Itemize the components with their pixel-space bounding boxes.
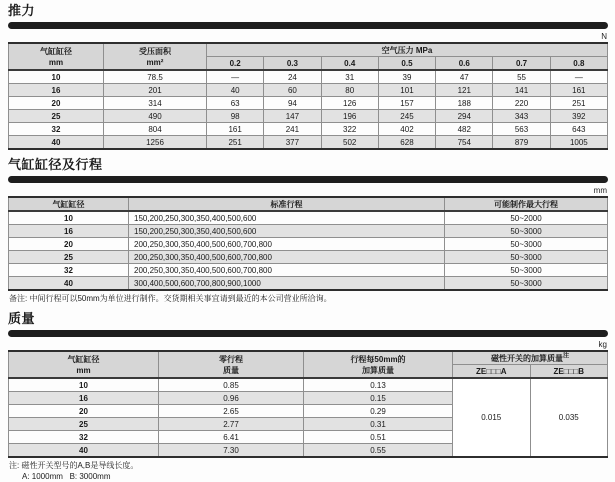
thrust-value-cell: 251 [207, 136, 264, 150]
thrust-value-cell: 47 [436, 70, 493, 84]
thrust-table-header [9, 43, 608, 70]
thrust-value-cell: 63 [207, 97, 264, 110]
thrust-value-cell: 502 [321, 136, 378, 150]
area-header [104, 43, 207, 70]
thrust-value-cell: 126 [321, 97, 378, 110]
thrust-value-cell: 245 [378, 110, 435, 123]
area-cell: 78.5 [104, 70, 207, 84]
thrust-value-cell: — [550, 70, 607, 84]
max-stroke-cell: 50~3000 [445, 251, 608, 264]
bore-header [9, 351, 159, 378]
mass-note-line2: A: 1000mm B: 3000mm [22, 472, 111, 481]
zero-stroke-mass-cell: 2.65 [159, 405, 304, 418]
bore-cell: 10 [9, 70, 104, 84]
bore-cell: 32 [9, 431, 159, 444]
pressure-value-header: 0.7 [493, 57, 550, 71]
table-row [9, 225, 608, 238]
thrust-value-cell: 294 [436, 110, 493, 123]
divider-bar [8, 22, 608, 29]
zero-stroke-mass-cell: 6.41 [159, 431, 304, 444]
thrust-value-cell: — [207, 70, 264, 84]
stroke-note: 备注: 中间行程可以50mm为单位进行制作。交货期相关事宜请到最近的本公司营业所洽询。 [9, 294, 332, 303]
table-row [9, 43, 608, 57]
per-50mm-mass-cell: 0.51 [304, 431, 453, 444]
pressure-value-header: 0.6 [436, 57, 493, 71]
zero-stroke-mass-cell: 0.85 [159, 378, 304, 392]
zero-stroke-mass-cell: 2.77 [159, 418, 304, 431]
table-row [9, 136, 608, 150]
bore-cell: 10 [9, 211, 129, 225]
table-row [9, 238, 608, 251]
max-stroke-cell: 50~3000 [445, 277, 608, 291]
thrust-value-cell: 24 [264, 70, 321, 84]
thrust-value-cell: 563 [493, 123, 550, 136]
bore-cell: 32 [9, 264, 129, 277]
standard-stroke-cell: 300,400,500,600,700,800,900,1000 [129, 277, 445, 291]
thrust-value-cell: 98 [207, 110, 264, 123]
thrust-table [8, 42, 608, 150]
unit-label: kg [598, 340, 607, 349]
table-row [9, 123, 608, 136]
bore-header-label: 气缸缸径 [67, 354, 100, 364]
bore-cell: 32 [9, 123, 104, 136]
area-cell: 314 [104, 97, 207, 110]
thrust-value-cell: 628 [378, 136, 435, 150]
section-thrust [8, 3, 608, 150]
table-row [9, 351, 608, 365]
per-50mm-header-line1: 行程每50mm的 [350, 354, 406, 364]
mass-table [8, 350, 608, 458]
pressure-value-header: 0.2 [207, 57, 264, 71]
thrust-value-cell: 94 [264, 97, 321, 110]
table-row [9, 378, 608, 392]
stroke-table-header [9, 197, 608, 211]
max-stroke-cell: 50~3000 [445, 264, 608, 277]
switch-mass-group-label: 磁性开关的加算质量 [490, 353, 563, 363]
standard-stroke-cell: 150,200,250,300,350,400,500,600 [129, 225, 445, 238]
thrust-value-cell: 121 [436, 84, 493, 97]
thrust-value-cell: 482 [436, 123, 493, 136]
thrust-value-cell: 40 [207, 84, 264, 97]
per-50mm-mass-cell: 0.31 [304, 418, 453, 431]
thrust-value-cell: 251 [550, 97, 607, 110]
thrust-value-cell: 392 [550, 110, 607, 123]
bore-cell: 16 [9, 225, 129, 238]
stroke-table [8, 196, 608, 291]
table-row [9, 211, 608, 225]
standard-stroke-header: 标准行程 [129, 197, 445, 211]
bore-header-unit: mm [76, 365, 91, 375]
bore-header-label: 气缸缸径 [40, 46, 72, 56]
area-header-label: 受压面积 [139, 46, 171, 56]
thrust-value-cell: 402 [378, 123, 435, 136]
pressure-value-header: 0.5 [378, 57, 435, 71]
mass-table-header [9, 351, 608, 378]
thrust-value-cell: 643 [550, 123, 607, 136]
thrust-value-cell: 754 [436, 136, 493, 150]
bore-cell: 10 [9, 378, 159, 392]
thrust-value-cell: 31 [321, 70, 378, 84]
section-title-bore-stroke: 气缸缸径及行程 [8, 157, 103, 172]
thrust-value-cell: 188 [436, 97, 493, 110]
thrust-value-cell: 322 [321, 123, 378, 136]
bore-cell: 20 [9, 97, 104, 110]
area-cell: 490 [104, 110, 207, 123]
bore-cell: 16 [9, 392, 159, 405]
bore-cell: 25 [9, 110, 104, 123]
thrust-value-cell: 1005 [550, 136, 607, 150]
thrust-value-cell: 39 [378, 70, 435, 84]
thrust-value-cell: 141 [493, 84, 550, 97]
bore-cell: 40 [9, 277, 129, 291]
switch-model-a-header: ZE□□□A [453, 365, 531, 379]
bore-header-unit: mm [48, 57, 64, 67]
thrust-value-cell: 147 [264, 110, 321, 123]
per-50mm-mass-cell: 0.29 [304, 405, 453, 418]
thrust-value-cell: 879 [493, 136, 550, 150]
standard-stroke-cell: 200,250,300,350,400,500,600,700,800 [129, 238, 445, 251]
thrust-value-cell: 55 [493, 70, 550, 84]
area-cell: 804 [104, 123, 207, 136]
area-header-unit: mm² [146, 57, 164, 67]
thrust-value-cell: 80 [321, 84, 378, 97]
bore-cell: 20 [9, 405, 159, 418]
max-stroke-cell: 50~3000 [445, 225, 608, 238]
per-50mm-mass-cell: 0.15 [304, 392, 453, 405]
pressure-value-header: 0.4 [321, 57, 378, 71]
section-title-thrust: 推力 [8, 3, 36, 18]
section-title-mass: 质量 [8, 311, 36, 326]
max-stroke-cell: 50~2000 [445, 211, 608, 225]
zero-stroke-mass-cell: 7.30 [159, 444, 304, 458]
per-50mm-mass-cell: 0.55 [304, 444, 453, 458]
table-row [9, 84, 608, 97]
bore-header [9, 43, 104, 70]
switch-model-b-header: ZE□□□B [530, 365, 608, 379]
zero-stroke-header-line2: 质量 [223, 365, 239, 375]
mass-note-line1: 注: 磁性开关型号的A,B是导线长度。 [9, 461, 139, 470]
area-cell: 1256 [104, 136, 207, 150]
bore-cell: 40 [9, 444, 159, 458]
table-row [9, 110, 608, 123]
switch-mass-note-mark: 注 [562, 352, 569, 359]
thrust-value-cell: 60 [264, 84, 321, 97]
switch-b-mass-cell: 0.035 [530, 378, 608, 457]
pressure-group-header: 空气压力 MPa [207, 43, 608, 57]
per-50mm-mass-cell: 0.13 [304, 378, 453, 392]
bore-cell: 40 [9, 136, 104, 150]
table-row [9, 251, 608, 264]
per-50mm-header-line2: 加算质量 [362, 365, 394, 375]
table-row [9, 264, 608, 277]
area-cell: 201 [104, 84, 207, 97]
bore-cell: 16 [9, 84, 104, 97]
zero-stroke-mass-header [159, 351, 304, 378]
thrust-value-cell: 377 [264, 136, 321, 150]
divider-bar [8, 330, 608, 337]
pressure-value-header: 0.3 [264, 57, 321, 71]
section-bore-stroke [8, 157, 608, 304]
max-stroke-cell: 50~3000 [445, 238, 608, 251]
bore-header: 气缸缸径 [9, 197, 129, 211]
bore-cell: 25 [9, 251, 129, 264]
standard-stroke-cell: 150,200,250,300,350,400,500,600 [129, 211, 445, 225]
thrust-value-cell: 196 [321, 110, 378, 123]
bore-cell: 25 [9, 418, 159, 431]
bore-cell: 20 [9, 238, 129, 251]
thrust-value-cell: 161 [550, 84, 607, 97]
thrust-value-cell: 343 [493, 110, 550, 123]
max-stroke-header: 可能制作最大行程 [445, 197, 608, 211]
thrust-value-cell: 220 [493, 97, 550, 110]
thrust-value-cell: 241 [264, 123, 321, 136]
unit-label: N [601, 32, 607, 41]
divider-bar [8, 176, 608, 183]
table-row [9, 97, 608, 110]
pressure-value-header: 0.8 [550, 57, 607, 71]
zero-stroke-mass-cell: 0.96 [159, 392, 304, 405]
switch-a-mass-cell: 0.015 [453, 378, 531, 457]
zero-stroke-header-line1: 零行程 [219, 354, 243, 364]
standard-stroke-cell: 200,250,300,350,400,500,600,700,800 [129, 251, 445, 264]
standard-stroke-cell: 200,250,300,350,400,500,600,700,800 [129, 264, 445, 277]
section-mass [8, 311, 608, 482]
unit-label: mm [593, 186, 607, 195]
thrust-value-cell: 101 [378, 84, 435, 97]
per-50mm-mass-header [304, 351, 453, 378]
thrust-value-cell: 161 [207, 123, 264, 136]
table-row [9, 70, 608, 84]
table-row [9, 197, 608, 211]
table-row [9, 277, 608, 291]
switch-mass-group-header [453, 351, 608, 365]
thrust-value-cell: 157 [378, 97, 435, 110]
